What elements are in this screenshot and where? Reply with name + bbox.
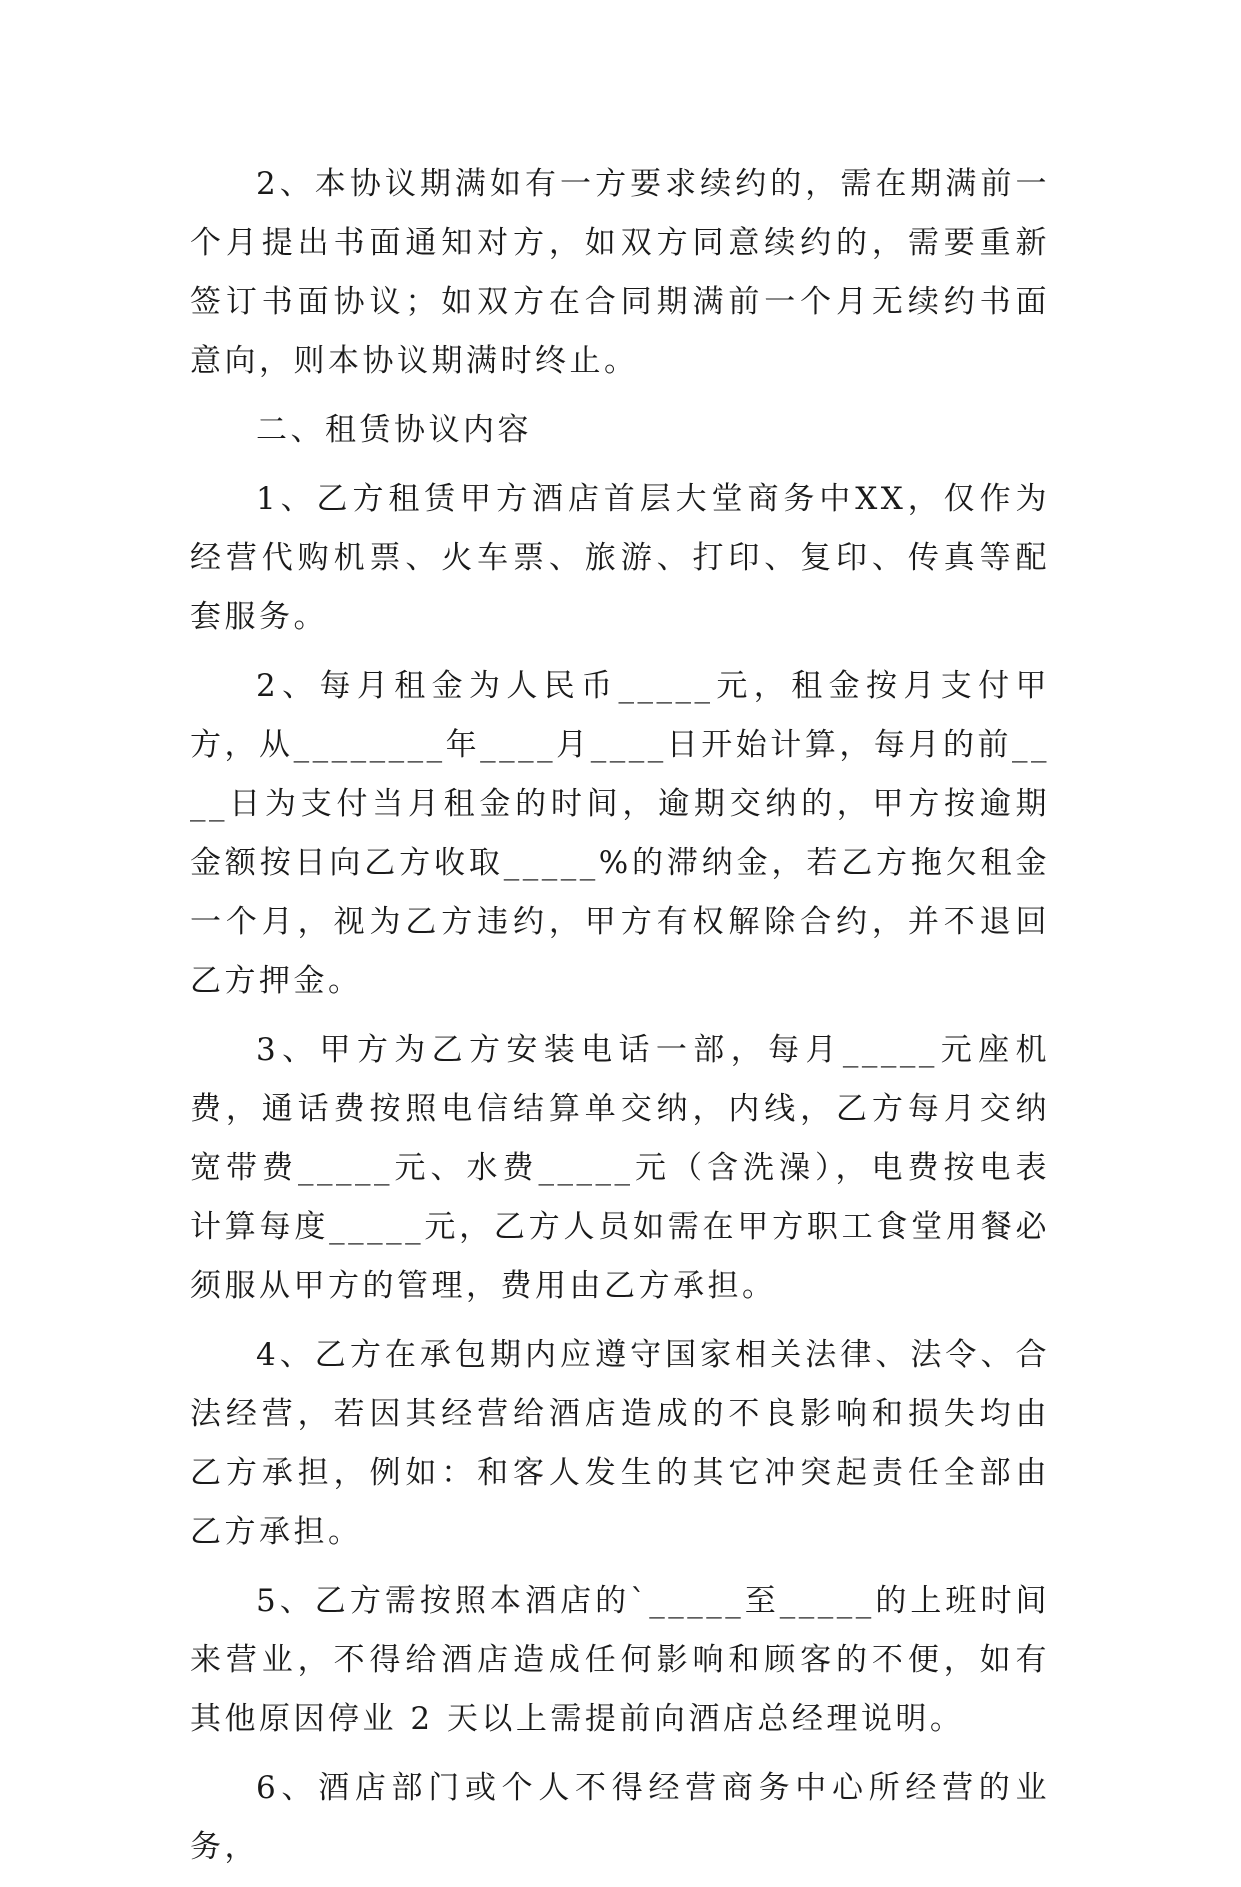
document-body [190,155,1050,1887]
paragraph-rent-terms: 2、每月租金为人民币_____元，租金按月支付甲方，从________年____月____日开始计算，每月的前____日为支付当月租金的时间，逾期交纳的，甲方按逾期金额按日向乙方收取_____%的滞纳金，若乙方拖欠租金一个月，视为乙方违约，甲方有权解除合约，并不退回乙方押金。 [190,668,1050,999]
paragraph-business-hours: 5、乙方需按照本酒店的`_____至_____的上班时间来营业，不得给酒店造成任何影响和顾客的不便，如有其他原因停业 2 天以上需提前向酒店总经理说明。 [190,1583,1050,1737]
paragraph-utilities: 3、甲方为乙方安装电话一部，每月_____元座机费，通话费按照电信结算单交纳，内线，乙方每月交纳宽带费_____元、水费_____元（含洗澡），电费按电表计算每度_____元，乙方人员如需在甲方职工食堂用餐必须服从甲方的管理，费用由乙方承担。 [190,1032,1050,1304]
paragraph-renewal-clause: 2、本协议期满如有一方要求续约的，需在期满前一个月提出书面通知对方，如双方同意续约的，需要重新签订书面协议；如双方在合同期满前一个月无续约书面意向，则本协议期满时终止。 [190,166,1050,379]
paragraph-legal-compliance: 4、乙方在承包期内应遵守国家相关法律、法令、合法经营，若因其经营给酒店造成的不良影响和损失均由乙方承担，例如：和客人发生的其它冲突起责任全部由乙方承担。 [190,1337,1050,1550]
paragraph-lease-scope: 1、乙方租赁甲方酒店首层大堂商务中XX，仅作为经营代购机票、火车票、旅游、打印、复印、传真等配套服务。 [190,481,1050,635]
paragraph-business-exclusivity: 6、酒店部门或个人不得经营商务中心所经营的业务， [190,1770,1050,1865]
section-heading-lease-content: 二、租赁协议内容 [256,412,532,448]
